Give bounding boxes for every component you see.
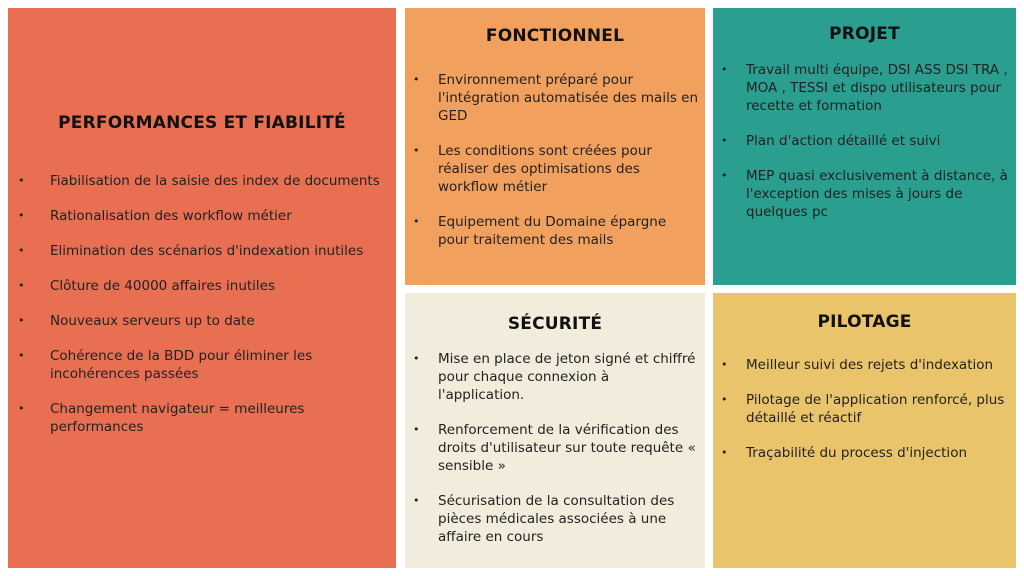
list-item: • Changement navigateur = meilleures performances bbox=[18, 401, 305, 435]
bullet-icon: • bbox=[721, 134, 728, 147]
list-item: • Elimination des scénarios d'indexation inutiles bbox=[18, 243, 364, 259]
list-item: • Clôture de 40000 affaires inutiles bbox=[18, 278, 276, 294]
panel-performances bbox=[8, 8, 396, 568]
list-item: • Travail multi équipe, DSI ASS DSI TRA , MOA , TESSI et dispo utilisateurs pour recette et formation bbox=[721, 62, 1008, 114]
list-item: • Pilotage de l'application renforcé, plus détaillé et réactif bbox=[721, 392, 1005, 426]
list-item: • MEP quasi exclusivement à distance, à l'exception des mises à jours de quelques pc bbox=[721, 168, 1008, 220]
bullet-icon: • bbox=[18, 279, 25, 292]
panel-projet bbox=[713, 8, 1016, 285]
list-item: • Cohérence de la BDD pour éliminer les incohérences passées bbox=[18, 348, 313, 382]
list-item: • Nouveaux serveurs up to date bbox=[18, 313, 255, 329]
panel-title: PERFORMANCES ET FIABILITÉ bbox=[58, 113, 346, 133]
bullet-icon: • bbox=[413, 73, 420, 86]
list-item: • Mise en place de jeton signé et chiffré pour chaque connexion à l'application. bbox=[413, 351, 696, 403]
bullet-icon: • bbox=[413, 423, 420, 436]
bullet-icon: • bbox=[721, 393, 728, 406]
panel-fonctionnel bbox=[405, 8, 705, 285]
list-item: • Plan d'action détaillé et suivi bbox=[721, 133, 941, 149]
list-item: • Traçabilité du process d'injection bbox=[721, 445, 968, 461]
list-item: • Fiabilisation de la saisie des index de documents bbox=[18, 173, 380, 189]
bullet-icon: • bbox=[413, 494, 420, 507]
list-item: • Sécurisation de la consultation des pièces médicales associées à une affaire en cours bbox=[413, 493, 675, 545]
panel-title: SÉCURITÉ bbox=[507, 314, 603, 334]
bullet-icon: • bbox=[413, 215, 420, 228]
panel-title: PROJET bbox=[829, 24, 900, 44]
bullet-icon: • bbox=[18, 349, 25, 362]
item-list bbox=[413, 350, 699, 563]
bullet-icon: • bbox=[18, 314, 25, 327]
panel-title: FONCTIONNEL bbox=[485, 26, 625, 46]
bullet-icon: • bbox=[721, 358, 728, 371]
list-item: • Equipement du Domaine épargne pour traitement des mails bbox=[413, 214, 667, 248]
item-list bbox=[721, 61, 1011, 238]
list-item: • Renforcement de la vérification des droits d'utilisateur sur toute requête « sensible » bbox=[413, 422, 696, 474]
bullet-icon: • bbox=[18, 209, 25, 222]
bullet-icon: • bbox=[18, 174, 25, 187]
panel-securite bbox=[405, 293, 705, 568]
panel-pilotage bbox=[713, 293, 1016, 568]
bullet-icon: • bbox=[721, 169, 728, 182]
bullet-icon: • bbox=[413, 144, 420, 157]
panel-title: PILOTAGE bbox=[817, 312, 912, 332]
bullet-icon: • bbox=[721, 446, 728, 459]
list-item: • Meilleur suivi des rejets d'indexation bbox=[721, 357, 994, 373]
item-list bbox=[18, 172, 390, 453]
bullet-icon: • bbox=[18, 402, 25, 415]
list-item: • Rationalisation des workflow métier bbox=[18, 208, 292, 224]
list-item: • Les conditions sont créées pour réaliser des optimisations des workflow métier bbox=[413, 143, 652, 195]
item-list bbox=[413, 71, 699, 266]
bullet-icon: • bbox=[721, 63, 728, 76]
bullet-icon: • bbox=[18, 244, 25, 257]
bullet-icon: • bbox=[413, 352, 420, 365]
list-item: • Environnement préparé pour l'intégration automatisée des mails en GED bbox=[413, 72, 699, 124]
item-list bbox=[721, 356, 1011, 479]
